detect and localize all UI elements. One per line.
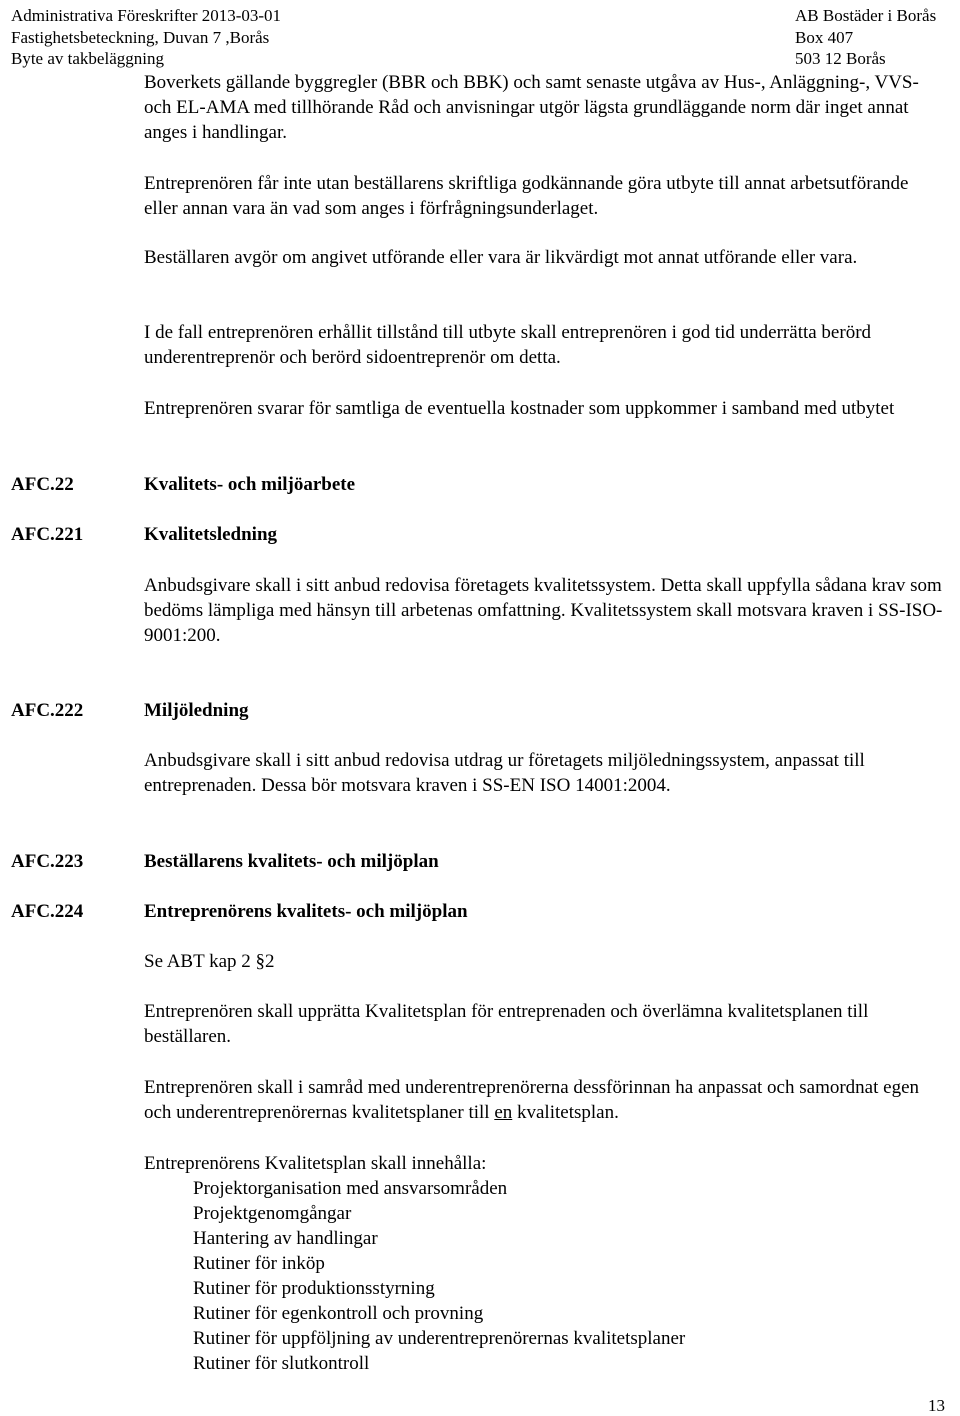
list-item: Rutiner för uppföljning av underentreprenörernas kvalitetsplaner — [193, 1328, 686, 1349]
property-designation: Fastighetsbeteckning, Duvan 7 ,Borås — [11, 27, 270, 47]
company-postal: 503 12 Borås — [795, 49, 886, 68]
section-paragraph-afc224-1: Entreprenören skall upprätta Kvalitetsplan för entreprenaden och överlämna kvalitetsplanen till beställaren. — [144, 1001, 869, 1047]
section-code-afc221: AFC.221 — [11, 524, 84, 545]
list-item: Rutiner för egenkontroll och provning — [193, 1303, 484, 1324]
paragraph-text-end: kvalitetsplan. — [512, 1102, 619, 1123]
section-title-afc22: Kvalitets- och miljöarbete — [144, 474, 356, 495]
section-title-afc224: Entreprenörens kvalitets- och miljöplan — [144, 901, 468, 922]
list-item: Projektorganisation med ansvarsområden — [193, 1178, 508, 1199]
page-number: 13 — [928, 1396, 945, 1415]
underlined-word: en — [494, 1102, 513, 1123]
project-name: Byte av takbeläggning — [11, 49, 164, 68]
section-body-afc222: Anbudsgivare skall i sitt anbud redovisa utdrag ur företagets miljöledningssystem, anpassat till entreprenaden. Dessa bör motsvara kraven i SS-EN ISO 14001:2004. — [144, 750, 865, 796]
quality-plan-contents-list — [193, 1176, 685, 1376]
section-code-afc224: AFC.224 — [11, 901, 84, 922]
company-name: AB Bostäder i Borås — [795, 6, 937, 25]
intro-paragraph-3: Beställaren avgör om angivet utförande eller vara är likvärdigt mot annat utförande eller vara. — [144, 247, 858, 268]
company-box: Box 407 — [795, 27, 854, 47]
section-title-afc223: Beställarens kvalitets- och miljöplan — [144, 851, 439, 872]
section-ref-afc224: Se ABT kap 2 §2 — [144, 951, 275, 972]
list-intro: Entreprenörens Kvalitetsplan skall innehålla: — [144, 1153, 487, 1174]
section-title-afc222: Miljöledning — [144, 700, 249, 721]
list-item: Hantering av handlingar — [193, 1228, 378, 1249]
intro-paragraph-5: Entreprenören svarar för samtliga de eventuella kostnader som uppkommer i samband med utbytet — [144, 398, 895, 419]
intro-paragraph-4: I de fall entreprenören erhållit tillstånd till utbyte skall entreprenören i god tid underrätta berörd underentreprenör och berörd sidoentreprenör om detta. — [144, 322, 872, 368]
section-title-afc221: Kvalitetsledning — [144, 524, 278, 545]
header-right — [795, 5, 936, 70]
section-body-afc221: Anbudsgivare skall i sitt anbud redovisa företagets kvalitetssystem. Detta skall uppfylla sådana krav som bedöms lämpliga med hänsyn till arbetenas omfattning. Kvalitetssystem skall motsvara kraven i SS-ISO-9001:200. — [144, 575, 943, 646]
paragraph-text-start: Entreprenören skall i samråd med underentreprenörerna dessförinnan ha anpassat och samordnat egen och underentreprenörernas kvalitetsplaner till — [144, 1077, 920, 1123]
list-item: Projektgenomgångar — [193, 1203, 352, 1224]
document-title: Administrativa Föreskrifter 2013-03-01 — [11, 6, 282, 25]
section-code-afc223: AFC.223 — [11, 851, 84, 872]
header-left — [11, 5, 281, 70]
list-item: Rutiner för produktionsstyrning — [193, 1278, 435, 1299]
section-paragraph-afc224-2 — [144, 1075, 944, 1125]
list-item: Rutiner för slutkontroll — [193, 1353, 370, 1374]
intro-paragraph-1: Boverkets gällande byggregler (BBR och BBK) och samt senaste utgåva av Hus-, Anläggning-, VVS- och EL-AMA med tillhörande Råd och anvisningar utgör lägsta grundläggande norm där inget annat anges i handlingar. — [144, 72, 919, 143]
section-code-afc222: AFC.222 — [11, 700, 84, 721]
intro-paragraph-2: Entreprenören får inte utan beställarens skriftliga godkännande göra utbyte till annat arbetsutförande eller annan vara än vad som anges i förfrågningsunderlaget. — [144, 173, 909, 219]
section-code-afc22: AFC.22 — [11, 474, 74, 495]
list-item: Rutiner för inköp — [193, 1253, 325, 1274]
